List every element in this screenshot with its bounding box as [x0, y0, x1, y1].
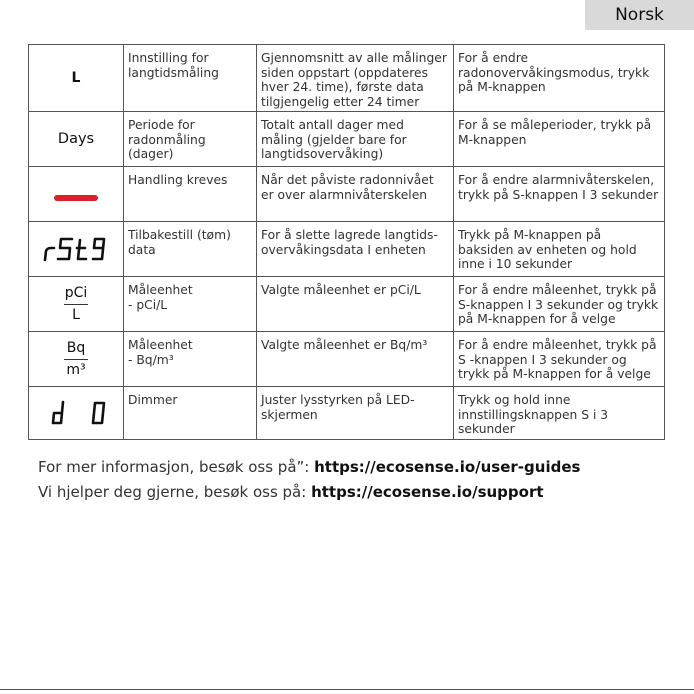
table-row	[29, 222, 665, 277]
row-name: Dimmer	[124, 387, 257, 440]
support-line	[38, 483, 544, 501]
reset-display-icon	[29, 222, 124, 277]
display-symbol-table	[28, 44, 665, 440]
row-name: Periode for radonmåling (dager)	[124, 112, 257, 167]
row-name: Innstilling for langtidsmåling	[124, 45, 257, 112]
table-row	[29, 45, 665, 112]
table-row	[29, 112, 665, 167]
row-description: Når det påviste radonnivået er over alarmnivåterskelen	[257, 167, 454, 222]
row-name: Tilbakestill (tøm) data	[124, 222, 257, 277]
more-info-text: For mer informasjon, besøk oss på”:	[38, 458, 315, 476]
row-action: For å endre alarmnivåterskelen, trykk på S-knappen I 3 sekunder	[454, 167, 665, 222]
row-description: Valgte måleenhet er Bq/m³	[257, 332, 454, 387]
unit-bq-per-m3-icon: $\frac{Bq}{\text{m³}}$	[29, 332, 124, 387]
row-action: For å endre radonovervåkingsmodus, trykk på M-knappen	[454, 45, 665, 112]
more-info-line	[38, 458, 580, 476]
dimmer-display-icon	[29, 387, 124, 440]
table-row	[29, 387, 665, 440]
table-row	[29, 167, 665, 222]
red-alert-bar-icon	[29, 167, 124, 222]
row-action: Trykk og hold inne innstillingsknappen S i 3 sekunder	[454, 387, 665, 440]
symbol-long-term-icon: L	[29, 45, 124, 112]
language-label: Norsk	[585, 0, 694, 30]
row-description: For å slette lagrede langtids-overvåkingsdata I enheten	[257, 222, 454, 277]
row-name: Handling kreves	[124, 167, 257, 222]
table-row	[29, 277, 665, 332]
unit-pci-per-l-icon: $\frac{\text{pCi}}{L}$	[29, 277, 124, 332]
row-description: Gjennomsnitt av alle målinger siden oppstart (oppdateres hver 24. time), første data tilgjengelig etter 24 timer	[257, 45, 454, 112]
row-name: Måleenhet - pCi/L	[124, 277, 257, 332]
row-action: For å endre måleenhet, trykk på S-knappen I 3 sekunder og trykk på M-knappen for å velge	[454, 277, 665, 332]
row-name: Måleenhet - Bq/m³	[124, 332, 257, 387]
table-row	[29, 332, 665, 387]
row-description: Totalt antall dager med måling (gjelder bare for langtidsovervåking)	[257, 112, 454, 167]
row-description: Valgte måleenhet er pCi/L	[257, 277, 454, 332]
support-text: Vi hjelper deg gjerne, besøk oss på:	[38, 483, 312, 501]
symbol-days-label: Days	[29, 112, 124, 167]
row-action: For å se måleperioder, trykk på M-knappen	[454, 112, 665, 167]
user-guides-link[interactable]: https://ecosense.io/user-guides	[314, 458, 581, 476]
row-description: Juster lysstyrken på LED-skjermen	[257, 387, 454, 440]
page-divider	[0, 689, 694, 690]
row-action: For å endre måleenhet, trykk på S -knappen I 3 sekunder og trykk på M-knappen for å velge	[454, 332, 665, 387]
row-action: Trykk på M-knappen på baksiden av enheten og hold inne i 10 sekunder	[454, 222, 665, 277]
support-link[interactable]: https://ecosense.io/support	[311, 483, 544, 501]
